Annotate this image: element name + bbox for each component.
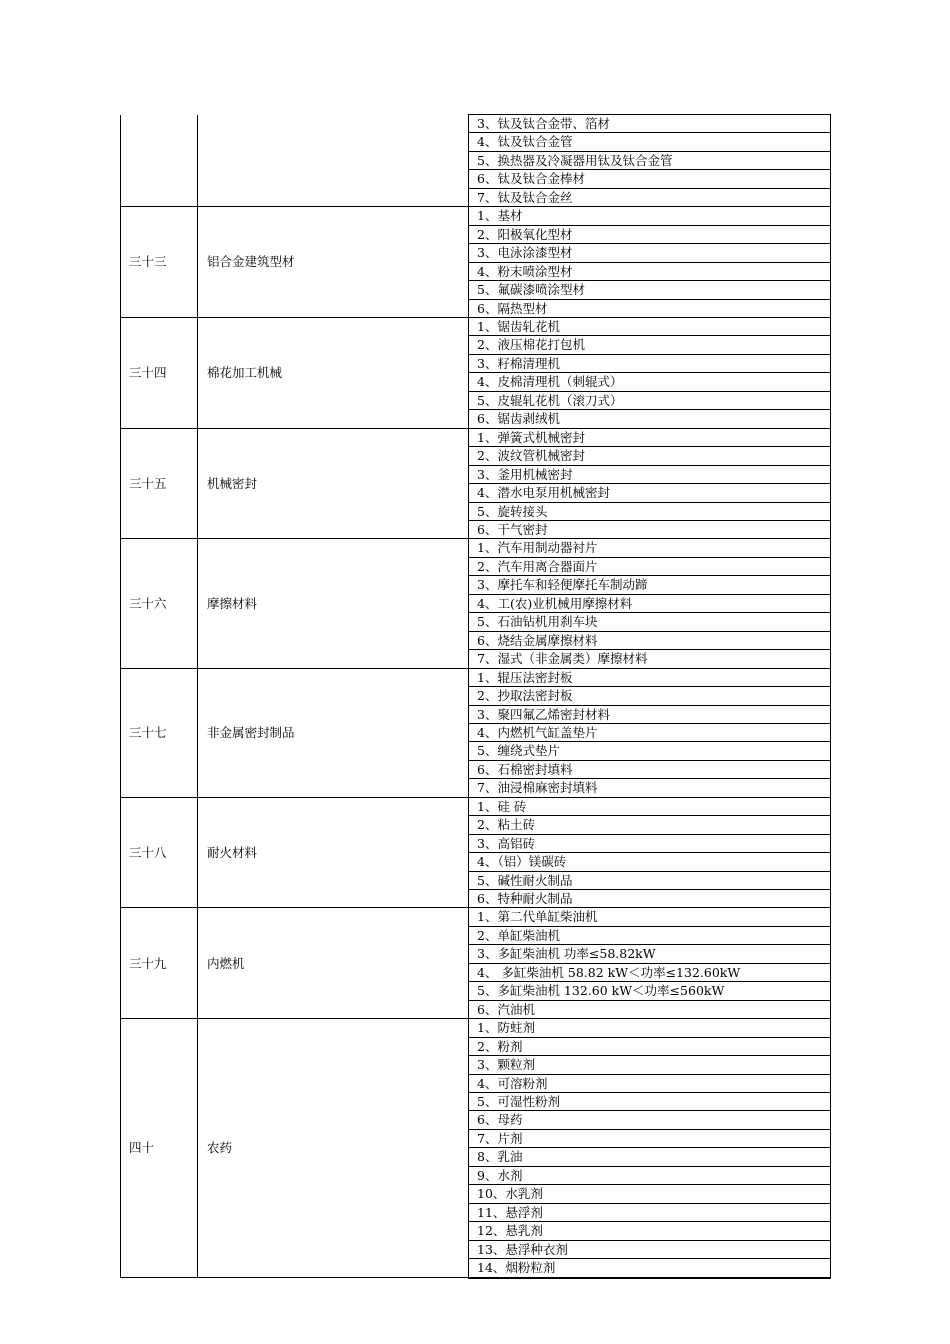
category-name: 内燃机	[198, 908, 469, 1019]
product-item: 4、内燃机气缸盖垫片	[469, 723, 831, 741]
product-item: 1、弹簧式机械密封	[469, 428, 831, 446]
product-item: 7、片剂	[469, 1129, 831, 1147]
product-item: 5、旋转接头	[469, 502, 831, 520]
category-name: 非金属密封制品	[198, 668, 469, 797]
product-item: 4、粉末喷涂型材	[469, 262, 831, 280]
product-item: 3、电泳涂漆型材	[469, 244, 831, 262]
product-catalog-table	[120, 114, 831, 1279]
product-item: 9、水剂	[469, 1166, 831, 1184]
category-number: 三十五	[121, 428, 198, 539]
product-item: 6、汽油机	[469, 1000, 831, 1018]
product-item: 6、锯齿剥绒机	[469, 410, 831, 428]
product-item: 5、换热器及冷凝器用钛及钛合金管	[469, 151, 831, 169]
product-item: 4、（铝）镁碳砖	[469, 853, 831, 871]
product-item: 1、第二代单缸柴油机	[469, 908, 831, 926]
table-row	[121, 539, 831, 557]
product-item: 1、辊压法密封板	[469, 668, 831, 686]
product-item: 6、特种耐火制品	[469, 890, 831, 908]
product-item: 6、干气密封	[469, 520, 831, 538]
product-item: 3、高铝砖	[469, 834, 831, 852]
product-item: 2、粘土砖	[469, 816, 831, 834]
product-item: 4、钛及钛合金管	[469, 133, 831, 151]
product-item: 4、潜水电泵用机械密封	[469, 484, 831, 502]
product-item: 8、乳油	[469, 1148, 831, 1166]
table-row	[121, 1019, 831, 1037]
product-item: 6、母药	[469, 1111, 831, 1129]
product-item: 1、硅 砖	[469, 797, 831, 815]
product-item: 7、钛及钛合金丝	[469, 188, 831, 206]
category-number: 四十	[121, 1019, 198, 1278]
product-item: 6、钛及钛合金棒材	[469, 170, 831, 188]
product-item: 3、釜用机械密封	[469, 465, 831, 483]
category-name: 铝合金建筑型材	[198, 207, 469, 318]
product-item: 12、悬乳剂	[469, 1222, 831, 1240]
category-number: 三十三	[121, 207, 198, 318]
product-item: 2、粉剂	[469, 1037, 831, 1055]
category-number: 三十八	[121, 797, 198, 908]
table-row	[121, 207, 831, 225]
product-item: 6、隔热型材	[469, 299, 831, 317]
product-item: 2、阳极氧化型材	[469, 225, 831, 243]
product-item: 13、悬浮种衣剂	[469, 1240, 831, 1258]
product-item: 5、碱性耐火制品	[469, 871, 831, 889]
table-row	[121, 797, 831, 815]
category-name: 机械密封	[198, 428, 469, 539]
product-item: 14、烟粉粒剂	[469, 1259, 831, 1278]
category-number: 三十六	[121, 539, 198, 668]
category-number: 三十四	[121, 317, 198, 428]
product-item: 4、 多缸柴油机 58.82 kW＜功率≤132.60kW	[469, 963, 831, 981]
table-row	[121, 668, 831, 686]
product-item: 5、可湿性粉剂	[469, 1093, 831, 1111]
product-item: 1、汽车用制动器衬片	[469, 539, 831, 557]
product-item: 5、多缸柴油机 132.60 kW＜功率≤560kW	[469, 982, 831, 1000]
product-item: 1、防蛀剂	[469, 1019, 831, 1037]
category-name	[198, 115, 469, 207]
product-item: 2、单缸柴油机	[469, 926, 831, 944]
product-item: 7、油浸棉麻密封填料	[469, 779, 831, 797]
category-name: 棉花加工机械	[198, 317, 469, 428]
catalog-table-page	[120, 114, 830, 1279]
product-item: 5、皮辊轧花机（滚刀式）	[469, 391, 831, 409]
category-number: 三十七	[121, 668, 198, 797]
category-name: 摩擦材料	[198, 539, 469, 668]
catalog-table-body	[121, 115, 831, 1278]
product-item: 4、皮棉清理机（刺辊式）	[469, 373, 831, 391]
product-item: 3、摩托车和轻便摩托车制动蹄	[469, 576, 831, 594]
category-number	[121, 115, 198, 207]
product-item: 2、汽车用离合器面片	[469, 557, 831, 575]
product-item: 6、石棉密封填料	[469, 760, 831, 778]
product-item: 3、聚四氟乙烯密封材料	[469, 705, 831, 723]
product-item: 2、抄取法密封板	[469, 687, 831, 705]
table-row	[121, 115, 831, 133]
product-item: 3、钛及钛合金带、箔材	[469, 115, 831, 133]
table-row	[121, 317, 831, 335]
product-item: 1、锯齿轧花机	[469, 317, 831, 335]
product-item: 2、波纹管机械密封	[469, 447, 831, 465]
product-item: 4、工(农)业机械用摩擦材料	[469, 594, 831, 612]
product-item: 10、水乳剂	[469, 1185, 831, 1203]
category-name: 农药	[198, 1019, 469, 1278]
product-item: 1、基材	[469, 207, 831, 225]
table-row	[121, 428, 831, 446]
product-item: 3、颗粒剂	[469, 1056, 831, 1074]
table-row	[121, 908, 831, 926]
product-item: 11、悬浮剂	[469, 1203, 831, 1221]
product-item: 5、氟碳漆喷涂型材	[469, 281, 831, 299]
product-item: 6、烧结金属摩擦材料	[469, 631, 831, 649]
product-item: 3、多缸柴油机 功率≤58.82kW	[469, 945, 831, 963]
product-item: 2、液压棉花打包机	[469, 336, 831, 354]
product-item: 7、湿式（非金属类）摩擦材料	[469, 650, 831, 668]
category-name: 耐火材料	[198, 797, 469, 908]
category-number: 三十九	[121, 908, 198, 1019]
product-item: 4、可溶粉剂	[469, 1074, 831, 1092]
product-item: 5、缠绕式垫片	[469, 742, 831, 760]
product-item: 3、籽棉清理机	[469, 354, 831, 372]
product-item: 5、石油钻机用刹车块	[469, 613, 831, 631]
